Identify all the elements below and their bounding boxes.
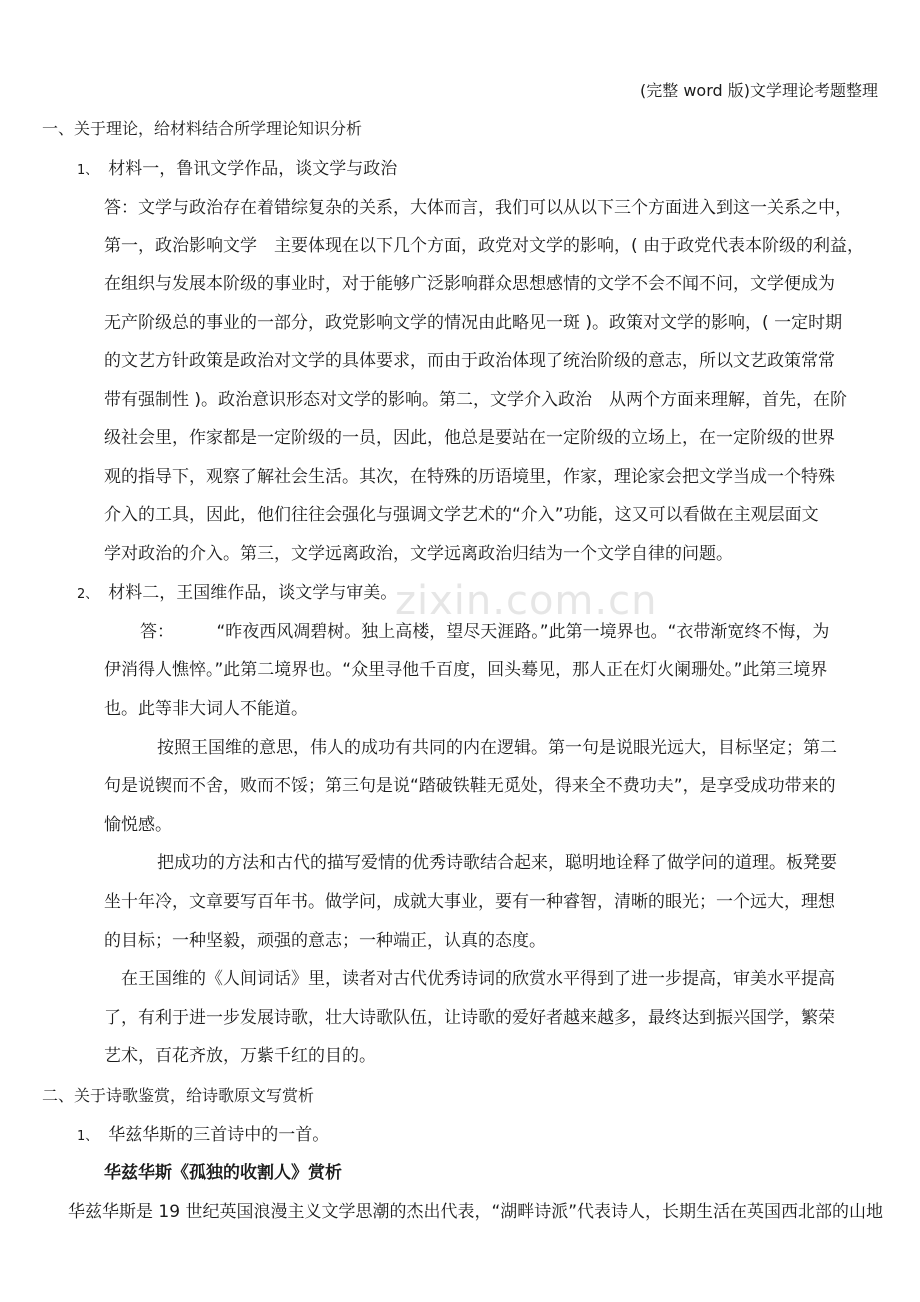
paragraph-line: 的文艺方针政策是政治对文学的具体要求，而由于政治体现了统治阶级的意志，所以文艺政策常常	[104, 351, 835, 371]
section1-item1-title: 材料一，鲁讯文学作品，谈文学与政治	[108, 159, 398, 179]
paragraph-line: 级社会里，作家都是一定阶级的一员，因此，他总是要站在一定阶级的立场上，在一定阶级的世界	[104, 428, 835, 448]
section2-heading: 二、关于诗歌鉴赏，给诗歌原文写赏析	[42, 1086, 315, 1105]
section2-item1-title: 华兹华斯的三首诗中的一首。	[108, 1125, 330, 1145]
paragraph-line: 按照王国维的意思，伟人的成功有共同的内在逻辑。第一句是说眼光远大，目标坚定；第二	[157, 738, 837, 758]
paragraph-line: 在组织与发展本阶级的事业时，对于能够广泛影响群众思想感情的文学不会不闻不问，文学便成为	[104, 274, 835, 294]
paragraph-line: 艺术，百花齐放，万紫千红的目的。	[104, 1046, 376, 1066]
paragraph-line: 华兹华斯是 19 世纪英国浪漫主义文学思潮的杰出代表，“湖畔诗派”代表诗人，长期生活在英国西北部的山地	[68, 1202, 884, 1222]
paragraph-line: 了，有利于进一步发展诗歌，壮大诗歌队伍，让诗歌的爱好者越来越多，最终达到振兴国学，繁荣	[104, 1008, 835, 1028]
section2-item1-number: 1、	[77, 1129, 99, 1144]
paragraph-line: 答：文学与政治存在着错综复杂的关系，大体而言，我们可以从以下三个方面进入到这一关系之中，	[104, 198, 852, 218]
paragraph-line: 观的指导下，观察了解社会生活。其次，在特殊的历语境里，作家，理论家会把文学当成一个特殊	[104, 467, 835, 487]
paragraph-line: 坐十年冷，文章要写百年书。做学问，成就大事业，要有一种睿智，清晰的眼光；一个远大，理想	[104, 892, 835, 912]
paragraph-line: 把成功的方法和古代的描写爱情的优秀诗歌结合起来，聪明地诠释了做学问的道理。板凳要	[157, 853, 837, 873]
paragraph-line: 在王国维的《人间词话》里，读者对古代优秀诗词的欣赏水平得到了进一步提高，审美水平提高	[121, 969, 835, 989]
poem-analysis-subheading: 华兹华斯《孤独的收割人》赏析	[104, 1163, 342, 1183]
paragraph-line: 的目标；一种坚毅，顽强的意志；一种端正，认真的态度。	[104, 931, 546, 951]
section1-item1-number: 1、	[77, 163, 99, 178]
page-header-title: (完整 word 版)文学理论考题整理	[640, 81, 878, 100]
paragraph-line: 也。此等非大词人不能道。	[104, 699, 308, 719]
paragraph-line: 介入的工具，因此，他们往往会强化与强调文学艺术的“介入”功能，这又可以看做在主观层面文	[104, 505, 819, 525]
watermark: zixin.com.cn	[395, 578, 658, 624]
paragraph-line: 愉悦感。	[104, 815, 172, 835]
paragraph-line: 第一，政治影响文学 主要体现在以下几个方面，政党对文学的影响，( 由于政党代表本阶级的利益，	[104, 236, 865, 256]
section1-item2-title: 材料二，王国维作品，谈文学与审美。	[108, 583, 398, 603]
section1-item1-title-row	[77, 157, 397, 183]
section1-heading: 一、关于理论，给材料结合所学理论知识分析	[42, 119, 363, 138]
section1-item2-number: 2、	[77, 587, 99, 602]
section1-item2-title-row	[77, 581, 397, 607]
paragraph-line: 伊消得人憔悴。”此第二境界也。“众里寻他千百度，回头蓦见，那人正在灯火阑珊处。”此第三境界	[104, 660, 828, 680]
paragraph-line: 带有强制性 )。政治意识形态对文学的影响。第二，文学介入政治 从两个方面来理解，首先，在阶	[104, 390, 848, 410]
section2-item1-title-row	[77, 1123, 329, 1149]
paragraph-line: 无产阶级总的事业的一部分，政党影响文学的情况由此略见一斑 )。政策对文学的影响，( 一定时期	[104, 313, 843, 333]
paragraph-line: 学对政治的介入。第三，文学远离政治，文学远离政治归结为一个文学自律的问题。	[104, 544, 733, 564]
paragraph-line: 句是说锲而不舍，败而不馁；第三句是说“踏破铁鞋无觅处，得来全不费功夫”，是享受成功带来的	[104, 776, 836, 796]
paragraph-line: 答： “昨夜西风凋碧树。独上高楼，望尽天涯路。”此第一境界也。“衣带渐宽终不悔，为	[140, 622, 830, 642]
